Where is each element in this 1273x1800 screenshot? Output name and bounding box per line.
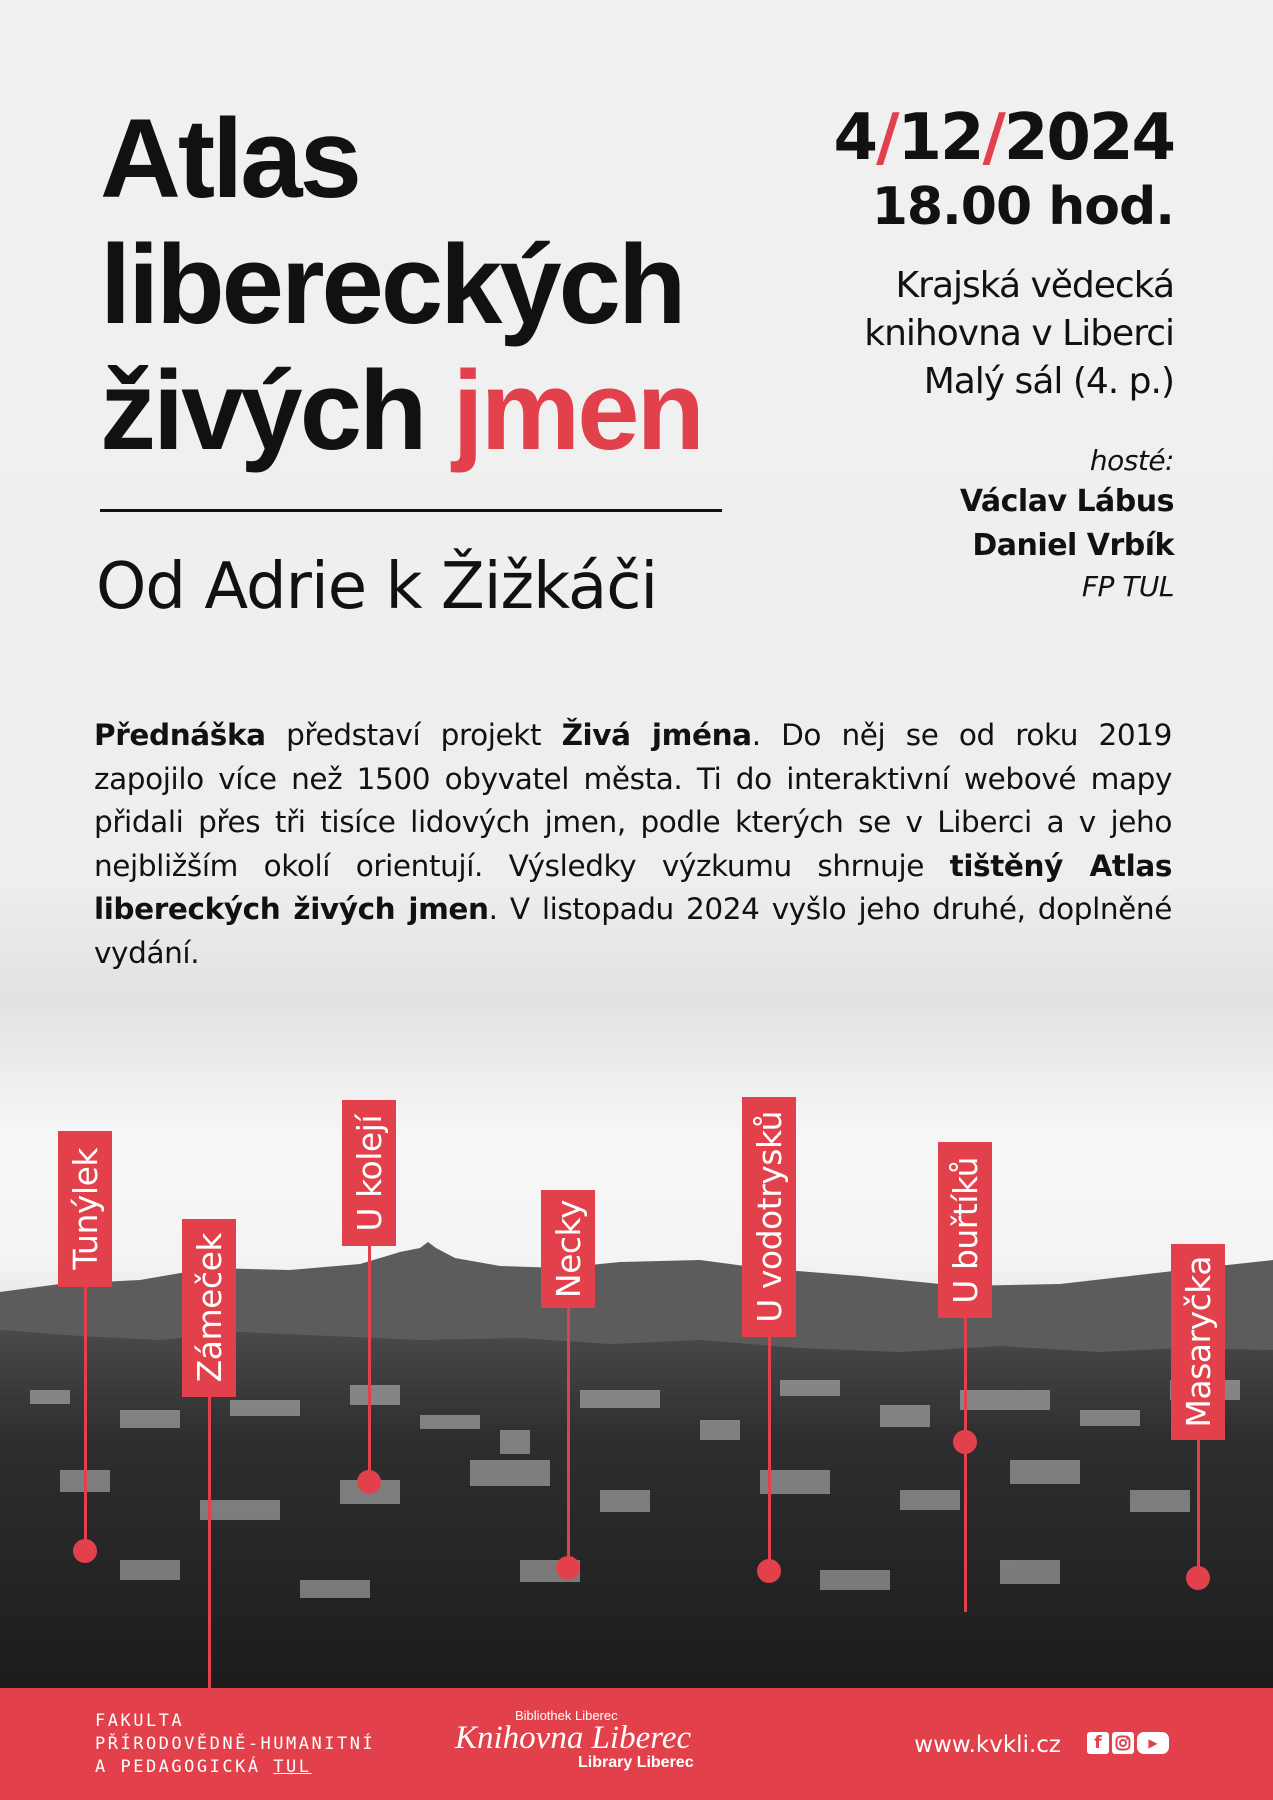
marker-stem	[1197, 1440, 1200, 1574]
marker-dot	[73, 1539, 97, 1563]
title-line-2: libereckých	[100, 222, 684, 347]
place-label: Zámeček	[182, 1219, 236, 1397]
marker-stem	[368, 1246, 371, 1480]
guest-name: Václav Lábus	[959, 484, 1174, 519]
lecture-description: Přednáška představí projekt Živá jména. Do něj se od roku 2019 zapojilo více než 1500 obyvatel města. Ti do interaktivní webové mapy přidali přes tři tisíce lidových jmen, podle kterých se v Liberci a v jeho nejbližším okolí orientují. Výsledky výzkumu shrnuje tištěný Atlas libereckých živých jmen. V listopadu 2024 vyšlo jeho druhé, doplněné vydání.	[94, 718, 1172, 970]
title-line-3b: jmen	[452, 348, 702, 473]
guests-label: hosté:	[1089, 444, 1174, 477]
marker-dot	[1186, 1566, 1210, 1590]
event-guests	[834, 442, 1174, 606]
marker-dot	[357, 1470, 381, 1494]
library-logo: Bibliothek Liberec Knihovna Liberec Library Liberec	[455, 1708, 694, 1771]
marker-dot	[953, 1430, 977, 1454]
marker-dot	[556, 1556, 580, 1580]
guest-name: Daniel Vrbík	[972, 528, 1174, 563]
social-icons	[1087, 1732, 1169, 1754]
facebook-icon[interactable]: f	[1087, 1732, 1109, 1754]
marker-stem	[768, 1337, 771, 1579]
place-label: U kolejí	[342, 1100, 396, 1246]
place-label: Necky	[541, 1190, 595, 1308]
title-divider	[100, 509, 722, 512]
faculty-logo: FAKULTA PŘÍRODOVĚDNĚ-HUMANITNÍ A PEDAGOGICKÁ TUL	[95, 1711, 376, 1777]
place-label: Masaryčka	[1171, 1244, 1225, 1440]
marker-stem	[84, 1287, 87, 1551]
title-line-1: Atlas	[100, 96, 359, 221]
guest-affiliation: FP TUL	[1081, 570, 1174, 603]
event-venue: Krajská vědecká knihovna v Liberci Malý sál (4. p.)	[864, 265, 1174, 402]
event-time: 18.00 hod.	[871, 177, 1174, 237]
youtube-icon[interactable]: ▶	[1137, 1732, 1169, 1754]
place-label: Tunýlek	[58, 1131, 112, 1287]
poster-subtitle: Od Adrie k Žižkáči	[96, 550, 658, 624]
place-label: U buřtíků	[938, 1142, 992, 1318]
marker-stem	[567, 1308, 570, 1576]
title-line-3a: živých	[100, 348, 425, 473]
footer-bar	[0, 1688, 1273, 1800]
poster-title	[100, 96, 702, 474]
instagram-icon[interactable]	[1112, 1732, 1134, 1754]
marker-stem	[964, 1318, 967, 1612]
event-date: 4/12/2024	[833, 101, 1174, 175]
website-link[interactable]: www.kvkli.cz	[914, 1732, 1061, 1758]
marker-stem	[208, 1397, 211, 1719]
event-info	[834, 100, 1174, 606]
place-label: U vodotrysků	[742, 1097, 796, 1337]
marker-dot	[757, 1559, 781, 1583]
